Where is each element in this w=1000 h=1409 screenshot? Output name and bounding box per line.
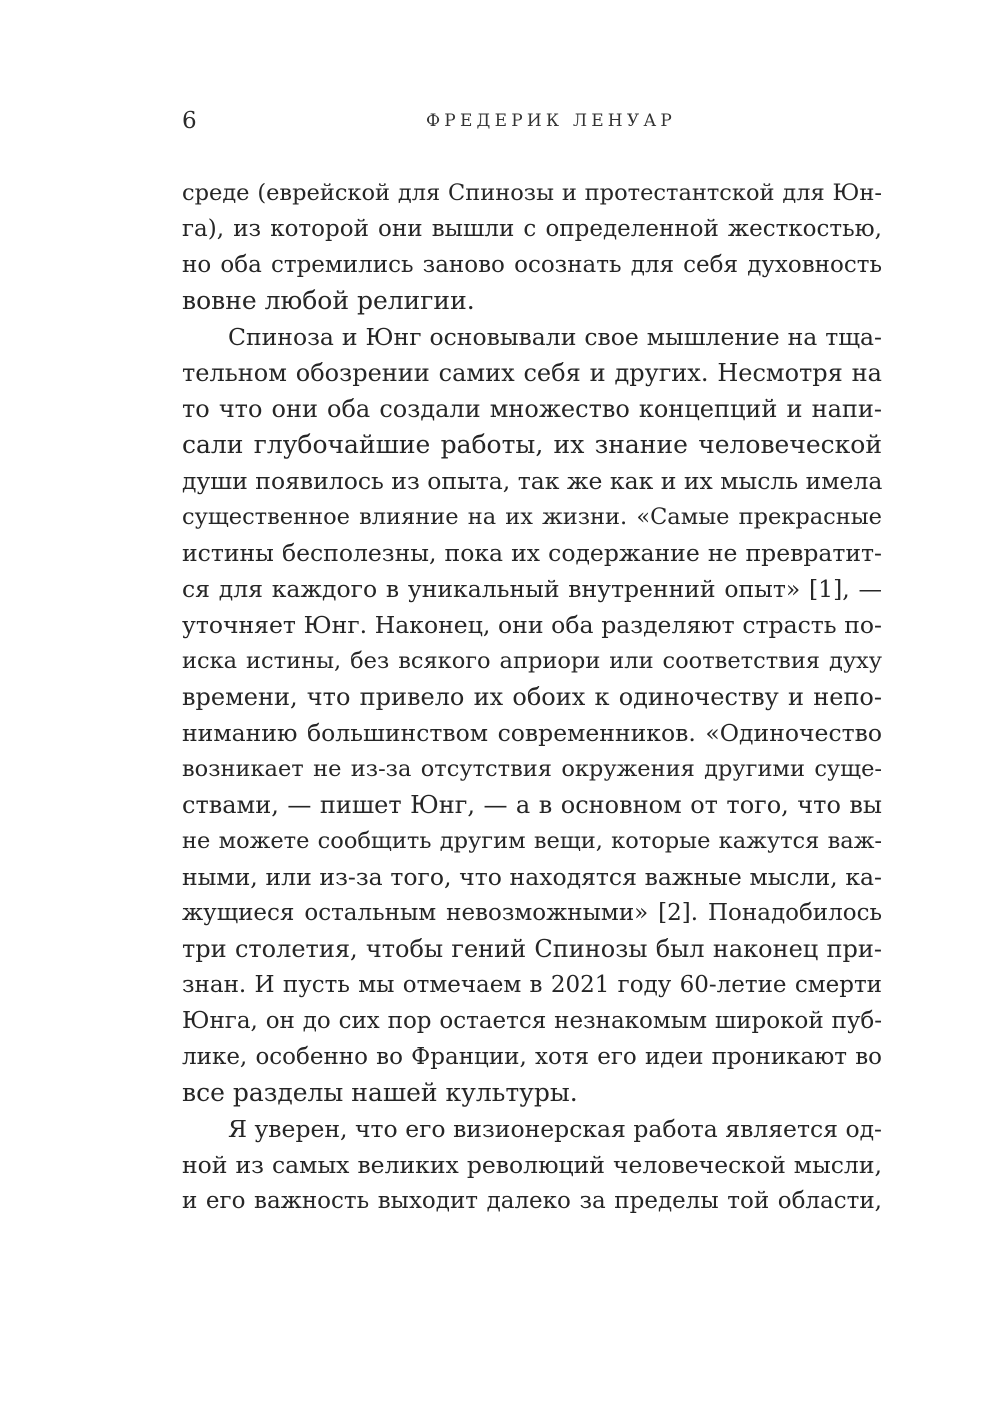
text-line: все разделы нашей культуры. bbox=[182, 1078, 578, 1107]
text-line: ствами, — пишет Юнг, — а в основном от того, что вы bbox=[182, 791, 882, 819]
text-line: жущиеся остальным невозможными» [2]. Понадобилось bbox=[182, 900, 882, 926]
text-line: среде (еврейской для Спинозы и протестантской для Юн- bbox=[182, 180, 882, 206]
text-line: ной из самых великих революций человеческой мысли, bbox=[182, 1151, 882, 1179]
text-line: Юнга, он до сих пор остается незнакомым широкой пуб- bbox=[182, 1008, 882, 1034]
text-line: иска истины, без всякого априори или соответствия духу bbox=[182, 648, 882, 674]
text-line: ными, или из-за того, что находятся важные мысли, ка- bbox=[182, 863, 882, 891]
text-line: ся для каждого в уникальный внутренний опыт» [1], — bbox=[182, 575, 882, 603]
text-line: тельном обозрении самих себя и других. Несмотря на bbox=[182, 359, 882, 387]
text-line: знан. И пусть мы отмечаем в 2021 году 60-летие смерти bbox=[182, 972, 882, 998]
text-line: времени, что привело их обоих к одиночеству и непо- bbox=[182, 683, 882, 711]
text-line: сали глубочайшие работы, их знание человеческой bbox=[182, 430, 882, 459]
text-line: души появилось из опыта, так же как и их мысль имела bbox=[182, 467, 882, 495]
text-line: Я уверен, что его визионерская работа является од- bbox=[228, 1115, 882, 1143]
text-line: возникает не из-за отсутствия окружения другими суще- bbox=[182, 756, 882, 782]
text-line: существенное влияние на их жизни. «Самые прекрасные bbox=[182, 504, 882, 530]
text-line: то что они оба создали множество концепций и напи- bbox=[182, 395, 882, 423]
text-line: три столетия, чтобы гений Спинозы был наконец при- bbox=[182, 935, 882, 963]
running-head bbox=[182, 108, 882, 134]
paragraph-1 bbox=[182, 175, 882, 319]
text-line: и его важность выходит далеко за пределы той области, bbox=[182, 1188, 882, 1214]
text-line: истины бесполезны, пока их содержание не превратит- bbox=[182, 539, 882, 567]
text-line: не можете сообщить другим вещи, которые кажутся важ- bbox=[182, 828, 882, 854]
running-head-author: ФРЕДЕРИК ЛЕНУАР bbox=[426, 111, 677, 131]
text-line: лике, особенно во Франции, хотя его идеи проникают во bbox=[182, 1044, 882, 1070]
text-line: га), из которой они вышли с определенной жесткостью, bbox=[182, 216, 882, 242]
text-line: вовне любой религии. bbox=[182, 286, 475, 315]
text-line: уточняет Юнг. Наконец, они оба разделяют страсть по- bbox=[182, 611, 882, 639]
text-line: Спиноза и Юнг основывали свое мышление на тща- bbox=[228, 323, 882, 351]
page-number: 6 bbox=[182, 108, 197, 134]
body-text bbox=[182, 175, 882, 1219]
paragraph-3 bbox=[182, 1111, 882, 1219]
text-line: но оба стремились заново осознать для себя духовность bbox=[182, 252, 882, 278]
paragraph-2 bbox=[182, 319, 882, 1111]
text-line: ниманию большинством современников. «Одиночество bbox=[182, 719, 882, 747]
